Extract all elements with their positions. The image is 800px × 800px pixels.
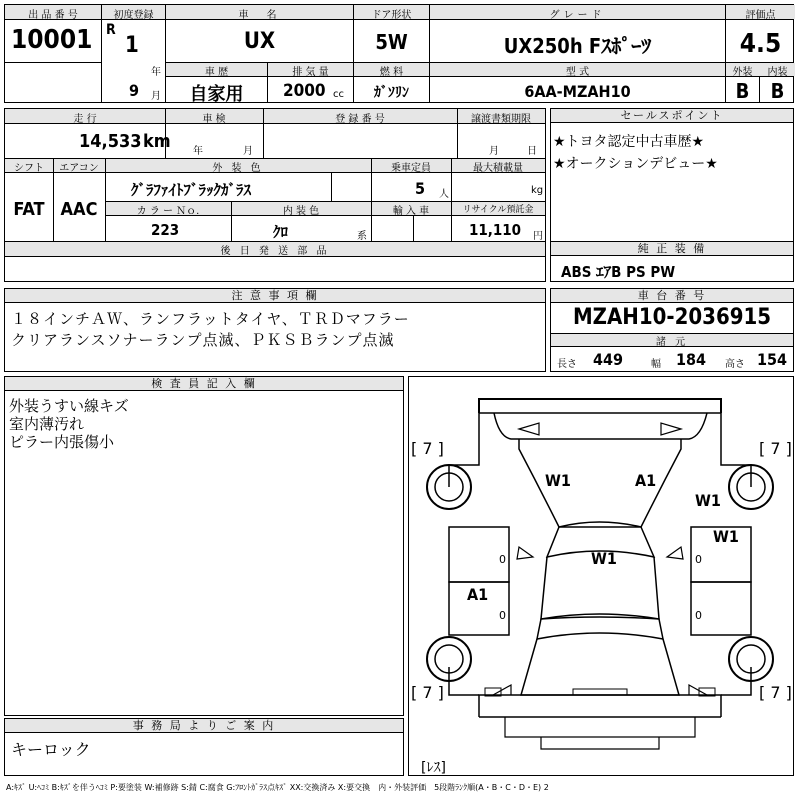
mileage-label: 走 行 xyxy=(73,114,97,125)
shift: FAT xyxy=(13,199,45,220)
vehicle-info-block xyxy=(4,108,546,282)
transfer-label: 譲渡書類期限 xyxy=(471,114,531,125)
transfer-month-unit: 月 xyxy=(489,146,499,157)
model-code-label: 型 式 xyxy=(565,67,590,78)
max-load-label: 最大積載量 xyxy=(473,163,523,174)
cc-unit: cc xyxy=(333,89,344,100)
capacity: 5 xyxy=(415,179,426,198)
mileage: 14,533 xyxy=(79,131,142,152)
height-label: 高さ xyxy=(725,359,745,370)
exterior-grade: B xyxy=(735,79,750,103)
inspection-label: 車 検 xyxy=(202,114,226,125)
inspector-label: 検 査 員 記 入 欄 xyxy=(5,377,403,391)
inspector-line-1: 外装うすい線キズ xyxy=(9,397,129,415)
tire-front-right: [ 7 ] xyxy=(759,439,792,458)
tire-front-left: [ 7 ] xyxy=(411,439,444,458)
inspector-line-3: ピラー内張傷小 xyxy=(9,433,115,451)
length-label: 長さ xyxy=(557,359,577,370)
history-label: 車 歴 xyxy=(204,67,229,78)
capacity-unit: 人 xyxy=(439,189,449,200)
notes-block xyxy=(4,288,546,372)
recycle-label: リサイクル預託金 xyxy=(462,205,534,215)
tire-rear-right: [ 7 ] xyxy=(759,683,792,702)
later-parts-label: 後 日 発 送 部 品 xyxy=(220,246,330,257)
equipment-label: 純 正 装 備 xyxy=(551,242,793,256)
mark-hood-left: W1 xyxy=(545,471,571,490)
notes-line-1: １８インチＡＷ、ランフラットタイヤ、ＴＲＤマフラー xyxy=(11,310,410,328)
import-label: 輸 入 車 xyxy=(392,206,430,217)
width-label: 幅 xyxy=(651,359,661,370)
fuel: ｶﾞｿﾘﾝ xyxy=(374,85,409,101)
mark-right-fender: W1 xyxy=(695,491,721,510)
spare-tire: [ﾚｽ] xyxy=(421,760,446,776)
mark-left-rear-door: A1 xyxy=(467,585,489,604)
ext-color: ｸﾞﾗﾌｧｲﾄﾌﾞﾗｯｸｶﾞﾗｽ xyxy=(131,181,252,199)
notes-line-2: クリアランスソナーランプ点滅、ＰＫＳＢランプ点滅 xyxy=(11,331,395,349)
recycle: 11,110 xyxy=(469,221,522,239)
score-label: 評価点 xyxy=(745,10,776,21)
interior-label: 内装 xyxy=(767,67,788,78)
inspector-block xyxy=(4,376,404,716)
history: 自家用 xyxy=(189,84,244,105)
sales-points-block xyxy=(550,108,794,242)
ac-label: エアコン xyxy=(59,163,99,174)
score: 4.5 xyxy=(739,29,782,59)
int-color: ｸﾛ xyxy=(273,223,289,241)
inspector-line-2: 室内薄汚れ xyxy=(9,415,85,433)
chassis-label: 車 台 番 号 xyxy=(551,289,793,303)
exterior-label: 外装 xyxy=(732,67,753,78)
sales-point-1: ★トヨタ認定中古車歴★ xyxy=(553,134,705,150)
zero-left-front: 0 xyxy=(499,553,506,566)
mark-roof: W1 xyxy=(591,549,617,568)
recycle-unit: 円 xyxy=(533,231,543,242)
notes-label: 注 意 事 項 欄 xyxy=(5,289,545,303)
plate-label: 登 録 番 号 xyxy=(335,114,385,125)
reg-era: R xyxy=(106,22,116,38)
header-block xyxy=(4,4,794,103)
doors: 5W xyxy=(375,30,408,54)
lot-number: 10001 xyxy=(11,25,93,55)
displacement-label: 排 気 量 xyxy=(292,67,329,78)
office-block xyxy=(4,718,404,776)
mileage-unit: km xyxy=(143,131,171,152)
model-code: 6AA-MZAH10 xyxy=(524,82,631,101)
grade: UX250h Fｽﾎﾟｰﾂ xyxy=(503,34,652,58)
grade-label: グレード xyxy=(549,10,606,21)
width-value: 184 xyxy=(676,350,707,369)
chassis-block xyxy=(550,288,794,372)
transfer-day-unit: 日 xyxy=(527,146,537,157)
sales-points-label: セールスポイント xyxy=(551,109,793,123)
shift-label: シフト xyxy=(14,163,44,174)
mark-right-door: W1 xyxy=(713,527,739,546)
mark-hood-right: A1 xyxy=(635,471,657,490)
zero-left-rear: 0 xyxy=(499,609,506,622)
int-color-unit: 系 xyxy=(357,231,367,242)
office-text: キーロック xyxy=(11,740,91,759)
ext-color-label: 外 装 色 xyxy=(212,163,264,174)
color-no: 223 xyxy=(151,221,180,239)
displacement: 2000 xyxy=(283,81,326,101)
insp-month-unit: 月 xyxy=(243,146,253,157)
car-diagram-drawing xyxy=(409,377,793,775)
lot-label: 出 品 番 号 xyxy=(28,10,78,21)
car-name: UX xyxy=(243,29,276,54)
first-reg-label: 初度登録 xyxy=(113,10,154,21)
length-value: 449 xyxy=(593,350,624,369)
capacity-label: 乗車定員 xyxy=(391,163,431,174)
office-label: 事 務 局 よ り ご 案 内 xyxy=(5,719,403,733)
reg-month: 9 xyxy=(129,81,140,100)
fuel-label: 燃 料 xyxy=(379,67,404,78)
reg-year: 1 xyxy=(125,33,139,58)
zero-right-rear: 0 xyxy=(695,609,702,622)
year-unit: 年 xyxy=(151,67,161,78)
zero-right-front: 0 xyxy=(695,553,702,566)
ac: AAC xyxy=(60,199,98,220)
max-load-unit: kg xyxy=(531,185,544,196)
spec-label: 諸 元 xyxy=(655,337,689,348)
equipment-value: ABS ｴｱB PS PW xyxy=(561,263,676,281)
equipment-block xyxy=(550,241,794,282)
legend: A:ｷｽﾞ U:ﾍｺﾐ B:ｷｽﾞを伴うﾍｺﾐ P:要塗装 W:補修跡 S:錆 C:腐食 G:ﾌﾛﾝﾄｶﾞﾗｽ点ｷｽﾞ XX:交換済み X:要交換 内・外装評価 5段階ﾗﾝｸ順(A・B・C・D・E) 2 xyxy=(6,783,549,792)
sales-point-2: ★オークションデビュー★ xyxy=(553,156,718,172)
car-name-label: 車 名 xyxy=(238,10,281,21)
insp-year-unit: 年 xyxy=(193,146,203,157)
int-color-label: 内 装 色 xyxy=(282,206,320,217)
doors-label: ドア形状 xyxy=(371,10,412,21)
car-diagram xyxy=(408,376,794,776)
interior-grade: B xyxy=(770,79,785,103)
color-no-label: カ ラ ー Ｎｏ. xyxy=(136,206,200,217)
tire-rear-left: [ 7 ] xyxy=(411,683,444,702)
height-value: 154 xyxy=(757,350,788,369)
chassis-number: MZAH10-2036915 xyxy=(572,305,772,330)
month-unit: 月 xyxy=(151,91,161,102)
